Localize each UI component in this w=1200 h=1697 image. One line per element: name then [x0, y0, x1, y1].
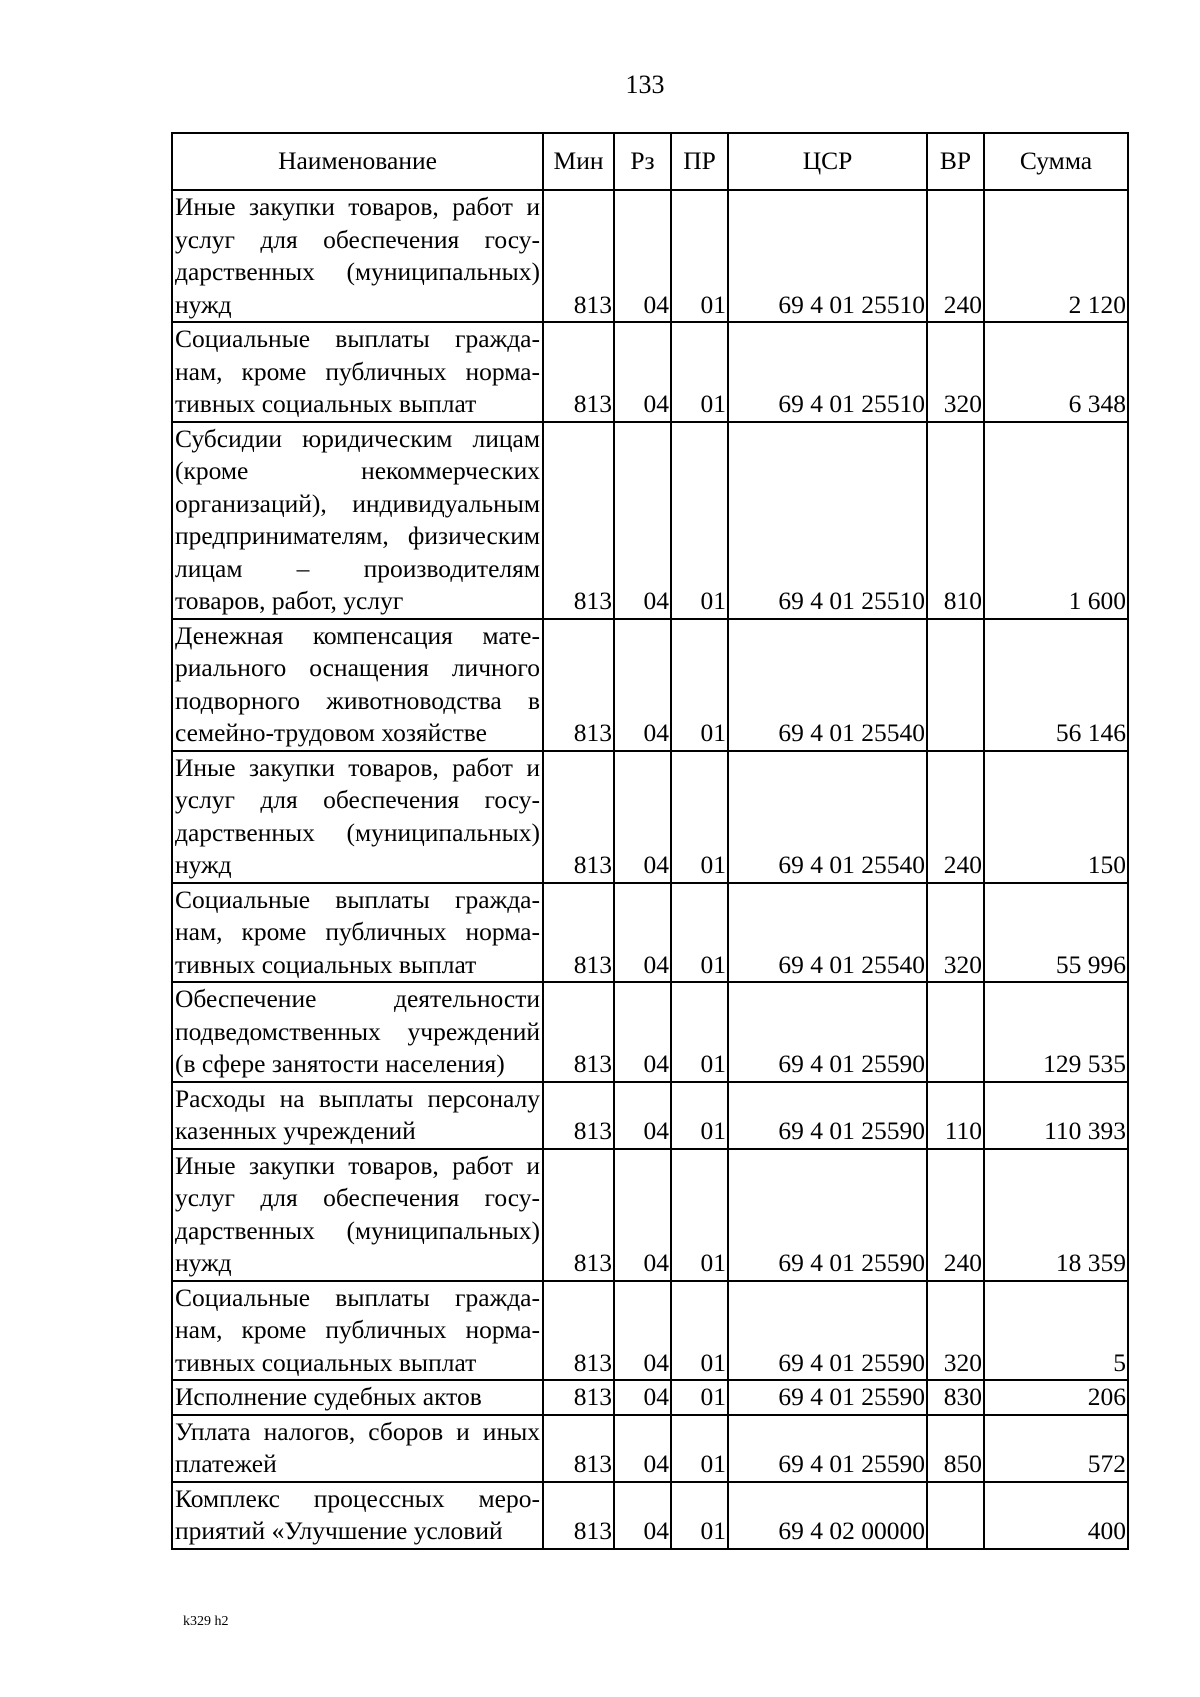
- cell-csr: 69 4 01 25540: [728, 619, 927, 751]
- cell-vr: 830: [927, 1380, 984, 1415]
- cell-min: 813: [543, 1281, 614, 1381]
- cell-csr: 69 4 01 25540: [728, 751, 927, 883]
- table-row: [172, 1149, 1128, 1281]
- cell-pr: 01: [671, 190, 728, 322]
- cell-min: 813: [543, 1149, 614, 1281]
- table-row: [172, 190, 1128, 322]
- cell-sum: 18 359: [984, 1149, 1128, 1281]
- cell-csr: 69 4 01 25510: [728, 190, 927, 322]
- cell-rz: 04: [614, 422, 671, 619]
- cell-min: 813: [543, 751, 614, 883]
- cell-name: Обеспечение деятельности подведомственных учреждений (в сфере занятости населения): [172, 982, 543, 1082]
- cell-rz: 04: [614, 1281, 671, 1381]
- cell-pr: 01: [671, 422, 728, 619]
- cell-csr: 69 4 01 25510: [728, 422, 927, 619]
- cell-name: Иные закупки товаров, работ и услуг для обеспечения государственных (муниципальных) нужд: [172, 190, 543, 322]
- cell-vr: 240: [927, 190, 984, 322]
- cell-vr: [927, 619, 984, 751]
- cell-vr: [927, 1482, 984, 1549]
- cell-name: Расходы на выплаты персоналу казенных учреждений: [172, 1082, 543, 1149]
- header-csr: ЦСР: [728, 133, 927, 190]
- cell-min: 813: [543, 883, 614, 983]
- cell-sum: 6 348: [984, 322, 1128, 422]
- table-row: [172, 751, 1128, 883]
- cell-name: Социальные выплаты гражданам, кроме публичных нормативных социальных выплат: [172, 1281, 543, 1381]
- cell-name: Субсидии юридическим лицам (кроме некоммерческих организаций), индивидуальным предпринимателям, физическим лицам – производителям товаров, работ, услуг: [172, 422, 543, 619]
- table-row: [172, 982, 1128, 1082]
- table-row: [172, 1380, 1128, 1415]
- cell-name: Комплекс процессных мероприятий «Улучшение условий: [172, 1482, 543, 1549]
- cell-name: Иные закупки товаров, работ и услуг для обеспечения государственных (муниципальных) нужд: [172, 751, 543, 883]
- page-number: 133: [625, 70, 665, 99]
- cell-csr: 69 4 01 25540: [728, 883, 927, 983]
- cell-rz: 04: [614, 322, 671, 422]
- cell-vr: 240: [927, 751, 984, 883]
- cell-vr: 850: [927, 1415, 984, 1482]
- cell-csr: 69 4 01 25590: [728, 1149, 927, 1281]
- cell-pr: 01: [671, 982, 728, 1082]
- cell-rz: 04: [614, 1482, 671, 1549]
- header-rz: Рз: [614, 133, 671, 190]
- header-pr: ПР: [671, 133, 728, 190]
- cell-pr: 01: [671, 751, 728, 883]
- cell-name: Уплата налогов, сборов и иных платежей: [172, 1415, 543, 1482]
- cell-vr: 320: [927, 322, 984, 422]
- cell-min: 813: [543, 1415, 614, 1482]
- cell-rz: 04: [614, 1415, 671, 1482]
- cell-sum: 5: [984, 1281, 1128, 1381]
- cell-sum: 2 120: [984, 190, 1128, 322]
- table-row: [172, 1082, 1128, 1149]
- cell-pr: 01: [671, 619, 728, 751]
- cell-csr: 69 4 01 25590: [728, 1281, 927, 1381]
- cell-min: 813: [543, 422, 614, 619]
- cell-name: Социальные выплаты гражданам, кроме публичных нормативных социальных выплат: [172, 322, 543, 422]
- table-row: [172, 1415, 1128, 1482]
- table-body: [172, 190, 1128, 1549]
- cell-csr: 69 4 01 25590: [728, 1415, 927, 1482]
- cell-vr: 110: [927, 1082, 984, 1149]
- table-row: [172, 1482, 1128, 1549]
- cell-min: 813: [543, 1380, 614, 1415]
- cell-pr: 01: [671, 1380, 728, 1415]
- cell-sum: 206: [984, 1380, 1128, 1415]
- table-row: [172, 1281, 1128, 1381]
- cell-rz: 04: [614, 1380, 671, 1415]
- cell-name: Денежная компенсация материального оснащения личного подворного животноводства в семейно-трудовом хозяйстве: [172, 619, 543, 751]
- cell-sum: 110 393: [984, 1082, 1128, 1149]
- cell-rz: 04: [614, 883, 671, 983]
- cell-min: 813: [543, 1082, 614, 1149]
- cell-pr: 01: [671, 1082, 728, 1149]
- cell-pr: 01: [671, 1415, 728, 1482]
- cell-rz: 04: [614, 1149, 671, 1281]
- budget-table: [171, 132, 1129, 1550]
- cell-min: 813: [543, 322, 614, 422]
- cell-vr: 810: [927, 422, 984, 619]
- cell-name: Социальные выплаты гражданам, кроме публичных нормативных социальных выплат: [172, 883, 543, 983]
- cell-vr: 320: [927, 1281, 984, 1381]
- cell-min: 813: [543, 190, 614, 322]
- cell-min: 813: [543, 1482, 614, 1549]
- table-header-row: [172, 133, 1128, 190]
- cell-pr: 01: [671, 322, 728, 422]
- cell-sum: 400: [984, 1482, 1128, 1549]
- cell-rz: 04: [614, 982, 671, 1082]
- cell-rz: 04: [614, 190, 671, 322]
- cell-pr: 01: [671, 1482, 728, 1549]
- cell-pr: 01: [671, 1281, 728, 1381]
- cell-vr: 240: [927, 1149, 984, 1281]
- cell-csr: 69 4 01 25590: [728, 982, 927, 1082]
- cell-csr: 69 4 01 25590: [728, 1380, 927, 1415]
- table-row: [172, 422, 1128, 619]
- cell-sum: 55 996: [984, 883, 1128, 983]
- footer-code: k329 h2: [183, 1614, 229, 1629]
- cell-name: Исполнение судебных актов: [172, 1380, 543, 1415]
- table-row: [172, 322, 1128, 422]
- cell-sum: 572: [984, 1415, 1128, 1482]
- cell-rz: 04: [614, 1082, 671, 1149]
- cell-pr: 01: [671, 1149, 728, 1281]
- cell-vr: [927, 982, 984, 1082]
- header-sum: Сумма: [984, 133, 1128, 190]
- header-vr: ВР: [927, 133, 984, 190]
- header-name: Наименование: [172, 133, 543, 190]
- cell-name: Иные закупки товаров, работ и услуг для обеспечения государственных (муниципальных) нужд: [172, 1149, 543, 1281]
- cell-csr: 69 4 02 00000: [728, 1482, 927, 1549]
- cell-csr: 69 4 01 25510: [728, 322, 927, 422]
- cell-min: 813: [543, 982, 614, 1082]
- table-row: [172, 619, 1128, 751]
- cell-pr: 01: [671, 883, 728, 983]
- cell-min: 813: [543, 619, 614, 751]
- cell-csr: 69 4 01 25590: [728, 1082, 927, 1149]
- cell-rz: 04: [614, 619, 671, 751]
- cell-sum: 56 146: [984, 619, 1128, 751]
- cell-sum: 129 535: [984, 982, 1128, 1082]
- cell-sum: 150: [984, 751, 1128, 883]
- cell-vr: 320: [927, 883, 984, 983]
- cell-rz: 04: [614, 751, 671, 883]
- cell-sum: 1 600: [984, 422, 1128, 619]
- header-min: Мин: [543, 133, 614, 190]
- table-row: [172, 883, 1128, 983]
